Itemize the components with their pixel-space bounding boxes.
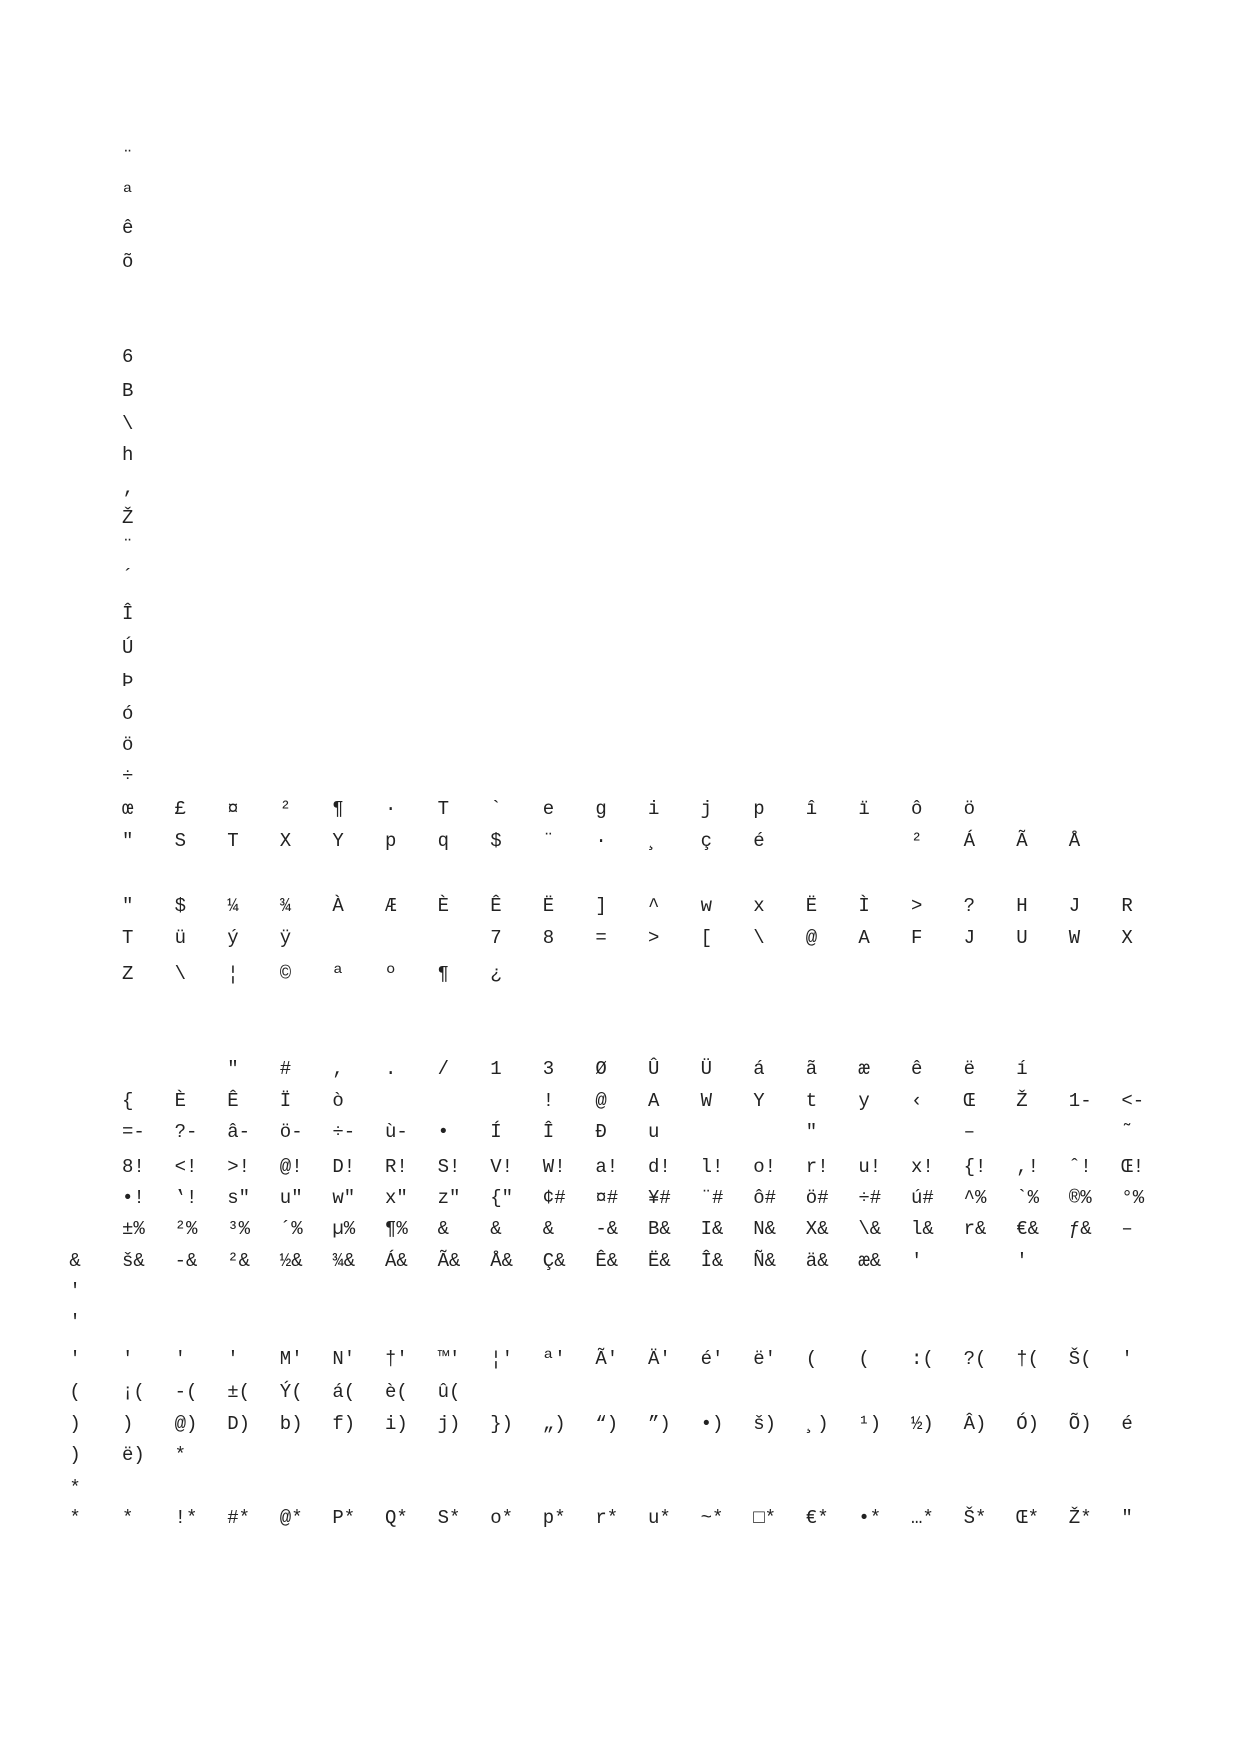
glyph-cell: È [174,1090,186,1112]
glyph-cell: Y [753,1090,765,1112]
glyph-cell: Œ* [1016,1507,1039,1529]
glyph-cell: ü [174,927,186,949]
glyph-cell: ¿ [490,963,502,985]
glyph-cell: {! [963,1156,987,1178]
glyph-cell: ¤ [227,798,239,820]
glyph-cell: Ê& [595,1250,619,1272]
glyph-cell: µ% [332,1218,356,1240]
glyph-cell: Î [542,1121,555,1143]
glyph-cell: é' [700,1348,724,1370]
glyph-cell: ÿ [279,927,292,949]
glyph-cell: Õ) [1068,1413,1092,1435]
glyph-cell: ³% [227,1218,250,1240]
glyph-cell: ã [805,1058,818,1080]
glyph-cell: š& [122,1250,145,1272]
glyph-cell: {" [490,1187,513,1209]
glyph-cell: / [437,1058,449,1080]
glyph-cell: =- [122,1121,145,1143]
glyph-cell: 6 [122,346,134,368]
glyph-cell: ″ [1121,1507,1133,1529]
glyph-cell: x [753,895,765,917]
glyph-cell: ¥# [648,1187,671,1209]
glyph-cell: Ž* [1068,1507,1092,1529]
glyph-cell: ¶ [332,798,344,820]
glyph-cell: Z [122,963,134,985]
glyph-cell: •) [700,1413,724,1435]
glyph-cell: î [805,798,818,820]
glyph-cell: Ž [122,507,134,529]
glyph-cell: ¾& [332,1250,356,1272]
glyph-cell: ² [279,798,292,820]
glyph-cell: ( [858,1348,870,1370]
glyph-cell: Ä' [648,1348,671,1370]
glyph-cell: õ [122,251,134,273]
glyph-cell: I& [700,1218,724,1240]
glyph-cell: H [1016,895,1028,917]
glyph-cell: ] [595,895,607,917]
glyph-cell: Ë [805,895,818,917]
glyph-cell: & [437,1218,449,1240]
glyph-cell: * [69,1507,81,1529]
glyph-cell: , [332,1058,344,1080]
glyph-cell: ²% [174,1218,198,1240]
glyph-cell: [ [700,927,712,949]
glyph-cell: p* [542,1507,566,1529]
glyph-cell: Þ [122,670,134,692]
glyph-cell: á [753,1058,765,1080]
glyph-cell: â- [227,1121,250,1143]
glyph-cell: M' [279,1348,303,1370]
glyph-cell: Á& [385,1250,408,1272]
glyph-cell: ö- [279,1121,303,1143]
glyph-cell: ' [69,1280,81,1302]
glyph-cell: X [279,830,292,852]
glyph-cell: ç [700,830,712,852]
glyph-cell: †( [1016,1348,1039,1370]
glyph-cell: F [911,927,923,949]
glyph-cell: ¨ [122,536,134,558]
glyph-cell: ¡( [122,1381,145,1403]
glyph-cell: A [648,1090,660,1112]
glyph-cell: …* [911,1507,934,1529]
glyph-cell: “) [595,1413,619,1435]
glyph-cell: ±( [227,1381,250,1403]
glyph-cell: 8 [542,927,555,949]
glyph-cell: · [595,830,607,852]
glyph-cell: © [279,963,292,985]
glyph-cell: 1 [490,1058,502,1080]
glyph-cell: <! [174,1156,198,1178]
glyph-cell: S [174,830,186,852]
glyph-cell: 3 [542,1058,555,1080]
glyph-cell: æ [858,1058,870,1080]
glyph-cell: J [1068,895,1081,917]
glyph-cell: # [279,1058,292,1080]
glyph-cell: Í [490,1121,502,1143]
glyph-cell: $ [490,830,502,852]
glyph-cell: Ë& [648,1250,671,1272]
glyph-cell: €& [1016,1218,1039,1240]
glyph-cell: ½) [911,1413,934,1435]
glyph-cell: T [227,830,239,852]
glyph-cell: = [595,927,607,949]
glyph-cell: 1- [1068,1090,1092,1112]
glyph-cell: t [805,1090,818,1112]
glyph-cell: – [963,1121,975,1143]
glyph-cell: Ü [700,1058,712,1080]
glyph-cell: ª' [542,1348,566,1370]
glyph-cell: ¶ [437,963,449,985]
glyph-cell: \ [753,927,765,949]
glyph-cell: ù- [385,1121,408,1143]
glyph-cell: · [385,798,397,820]
glyph-cell: £ [174,798,186,820]
glyph-cell: & [542,1218,555,1240]
glyph-cell: " [227,1058,239,1080]
glyph-cell: • [437,1121,449,1143]
glyph-cell: @) [174,1413,198,1435]
glyph-cell: Ã& [437,1250,461,1272]
glyph-cell: -( [174,1381,198,1403]
glyph-cell: l& [911,1218,934,1240]
glyph-cell: * [122,1507,134,1529]
glyph-cell: P* [332,1507,356,1529]
glyph-cell: Ë [542,895,555,917]
glyph-cell: X [1121,927,1133,949]
glyph-cell: W [1068,927,1081,949]
glyph-cell: ê [911,1058,923,1080]
glyph-cell: Â) [963,1413,987,1435]
glyph-cell: ¶% [385,1218,408,1240]
glyph-cell: ,! [1016,1156,1039,1178]
glyph-cell: Y [332,830,344,852]
glyph-cell: ' [69,1348,81,1370]
glyph-cell: U [1016,927,1028,949]
glyph-cell: s" [227,1187,250,1209]
glyph-cell: z" [437,1187,461,1209]
glyph-cell: ¢# [542,1187,566,1209]
glyph-cell: a! [595,1156,619,1178]
glyph-cell: d! [648,1156,671,1178]
glyph-cell: ( [69,1381,81,1403]
glyph-cell: h [122,444,134,466]
glyph-cell: * [174,1444,186,1466]
glyph-cell: <- [1121,1090,1145,1112]
glyph-cell: Ê [490,895,502,917]
glyph-cell: ê [122,217,134,239]
glyph-cell: r& [963,1218,987,1240]
glyph-cell: $ [174,895,186,917]
glyph-cell: \ [174,963,186,985]
glyph-cell: @! [279,1156,303,1178]
glyph-cell: D! [332,1156,356,1178]
glyph-cell: @ [805,927,818,949]
glyph-cell: Š( [1068,1348,1092,1370]
glyph-cell: Ï [279,1090,292,1112]
glyph-cell: T [437,798,449,820]
glyph-cell: ú# [911,1187,934,1209]
glyph-cell: é [1121,1413,1133,1435]
glyph-cell: Ž [1016,1090,1028,1112]
glyph-cell: :( [911,1348,934,1370]
glyph-cell: ô# [753,1187,776,1209]
glyph-cell: W! [542,1156,566,1178]
glyph-cell: º [385,963,397,985]
glyph-cell: ´ [122,566,134,588]
glyph-cell: j) [437,1413,461,1435]
glyph-cell: N' [332,1348,356,1370]
glyph-cell: " [122,830,134,852]
glyph-cell: f) [332,1413,356,1435]
glyph-cell: ′ [1121,1348,1133,1370]
glyph-cell: Ã' [595,1348,619,1370]
glyph-cell: l! [700,1156,724,1178]
glyph-cell: ' [69,1311,81,1333]
glyph-cell: R [1121,895,1133,917]
glyph-cell: ½& [279,1250,303,1272]
glyph-cell: 7 [490,927,502,949]
glyph-cell: i [648,798,660,820]
glyph-cell: û( [437,1381,461,1403]
glyph-cell: V! [490,1156,513,1178]
glyph-cell: š) [753,1413,776,1435]
glyph-cell: p [385,830,397,852]
glyph-cell: Ì [858,895,870,917]
glyph-cell: Š* [963,1507,987,1529]
glyph-cell: €* [805,1507,829,1529]
glyph-cell: ë) [122,1444,145,1466]
glyph-cell: ! [542,1090,555,1112]
glyph-cell: X& [805,1218,829,1240]
glyph-cell: ″ [805,1121,818,1143]
glyph-cell: Ê [227,1090,239,1112]
glyph-cell: i) [385,1413,408,1435]
glyph-cell: ^ [648,895,660,917]
glyph-cell: " [122,895,134,917]
glyph-cell: Ð [595,1121,607,1143]
glyph-cell: u [648,1121,660,1143]
glyph-cell: ±% [122,1218,145,1240]
glyph-cell: #* [227,1507,250,1529]
glyph-cell: ö [963,798,975,820]
glyph-cell: ^% [963,1187,987,1209]
glyph-cell: ª [332,963,344,985]
glyph-cell: ²& [227,1250,250,1272]
glyph-cell: x" [385,1187,408,1209]
glyph-cell: & [490,1218,502,1240]
glyph-cell: Û [648,1058,660,1080]
glyph-cell: u* [648,1507,671,1529]
glyph-cell: ² [911,830,923,852]
glyph-cell: – [1121,1218,1133,1240]
glyph-cell: r* [595,1507,619,1529]
glyph-cell: >! [227,1156,250,1178]
glyph-cell: ò [332,1090,344,1112]
glyph-cell: ( [805,1348,818,1370]
glyph-cell: }) [490,1413,513,1435]
glyph-cell: ”) [648,1413,671,1435]
glyph-cell: Î& [700,1250,724,1272]
glyph-cell: ë' [753,1348,776,1370]
glyph-cell: Ú [122,637,134,659]
glyph-cell: e [542,798,555,820]
glyph-cell: Å [1068,830,1081,852]
glyph-cell: ~* [700,1507,724,1529]
glyph-cell: Á [963,830,975,852]
glyph-cell: ª [122,182,134,204]
glyph-cell: \ [122,413,134,435]
glyph-cell: ë [963,1058,975,1080]
glyph-cell: 8! [122,1156,145,1178]
glyph-cell: !* [174,1507,198,1529]
glyph-cell: ¦' [490,1348,513,1370]
glyph-cell: > [648,927,660,949]
glyph-cell: ' [174,1348,186,1370]
glyph-cell: ÷- [332,1121,356,1143]
glyph-cell: -& [595,1218,619,1240]
glyph-cell: á( [332,1381,356,1403]
glyph-cell: \& [858,1218,882,1240]
glyph-cell: ö [122,734,134,756]
glyph-cell: y [858,1090,870,1112]
glyph-cell: Ã [1016,830,1028,852]
glyph-cell: & [69,1250,81,1272]
glyph-cell: N& [753,1218,776,1240]
glyph-cell: ) [69,1413,81,1435]
glyph-cell: b) [279,1413,303,1435]
glyph-cell: ¤# [595,1187,619,1209]
glyph-cell: ?( [963,1348,987,1370]
glyph-cell: ‚ [122,477,134,499]
glyph-cell: ¸) [805,1413,829,1435]
glyph-cell: Ø [595,1058,607,1080]
glyph-cell: B& [648,1218,671,1240]
glyph-cell: ÷# [858,1187,882,1209]
glyph-cell: ý [227,927,239,949]
glyph-cell: g [595,798,607,820]
glyph-cell: q [437,830,449,852]
glyph-cell: ¼ [227,895,239,917]
glyph-cell: j [700,798,712,820]
glyph-cell: ` [490,798,502,820]
glyph-cell: u" [279,1187,303,1209]
glyph-cell: ÷ [122,765,134,787]
glyph-cell: ™' [437,1348,461,1370]
glyph-cell: w [700,895,712,917]
glyph-cell: Æ [385,895,397,917]
glyph-cell: ö# [805,1187,829,1209]
glyph-cell: D) [227,1413,250,1435]
glyph-cell: Î [122,603,134,625]
glyph-cell: ˆ! [1068,1156,1092,1178]
glyph-cell: ‹ [911,1090,923,1112]
glyph-cell: { [122,1090,134,1112]
glyph-cell: x! [911,1156,934,1178]
glyph-cell: ‛! [174,1187,198,1209]
glyph-cell: @ [595,1090,607,1112]
glyph-cell: r! [805,1156,829,1178]
glyph-cell: ®% [1068,1187,1092,1209]
glyph-cell: ¨ [122,147,134,169]
glyph-cell: ?- [174,1121,198,1143]
glyph-cell: @* [279,1507,303,1529]
glyph-cell: œ [122,798,134,820]
glyph-cell: o* [490,1507,513,1529]
glyph-cell: ´% [279,1218,303,1240]
glyph-cell: R! [385,1156,408,1178]
glyph-cell: u! [858,1156,882,1178]
glyph-cell: ' [911,1250,923,1272]
glyph-cell: Ñ& [753,1250,776,1272]
glyph-cell: ? [963,895,975,917]
glyph-cell: w" [332,1187,356,1209]
glyph-cell: È [437,895,449,917]
glyph-cell: p [753,798,765,820]
glyph-cell: •* [858,1507,882,1529]
glyph-cell: æ& [858,1250,882,1272]
glyph-cell: é [753,830,765,852]
glyph-cell: í [1016,1058,1028,1080]
glyph-cell: ¾ [279,895,292,917]
glyph-cell: ¨# [700,1187,724,1209]
glyph-cell: ƒ& [1068,1218,1092,1240]
glyph-cell: `% [1016,1187,1039,1209]
glyph-cell: o! [753,1156,776,1178]
glyph-cell: Œ! [1121,1156,1145,1178]
glyph-cell: ¸ [648,830,660,852]
glyph-cell: □* [753,1507,776,1529]
glyph-cell: . [385,1058,397,1080]
glyph-cell: Q* [385,1507,408,1529]
glyph-cell: •! [122,1187,145,1209]
glyph-cell: W [700,1090,712,1112]
glyph-cell: ' [227,1348,239,1370]
glyph-cell: ) [122,1413,134,1435]
glyph-cell: B [122,380,134,402]
glyph-cell: ó [122,703,134,725]
glyph-cell: ¹) [858,1413,882,1435]
glyph-cell: ˜ [1121,1121,1133,1143]
glyph-cell: ' [1016,1250,1028,1272]
glyph-cell: ä& [805,1250,829,1272]
glyph-cell: „) [542,1413,566,1435]
glyph-cell: J [963,927,975,949]
glyph-cell: Ó) [1016,1413,1039,1435]
glyph-cell: Œ [963,1090,975,1112]
glyph-cell: S! [437,1156,461,1178]
glyph-cell: †' [385,1348,408,1370]
glyph-cell: ' [122,1348,134,1370]
glyph-cell: ¦ [227,963,239,985]
glyph-cell: ï [858,798,870,820]
glyph-cell: > [911,895,923,917]
glyph-cell: À [332,895,344,917]
glyph-cell: -& [174,1250,198,1272]
glyph-cell: Ç& [542,1250,566,1272]
glyph-cell: °% [1121,1187,1145,1209]
glyph-cell: ) [69,1444,81,1466]
glyph-cell: A [858,927,870,949]
glyph-cell: Ý( [279,1381,303,1403]
glyph-cell: T [122,927,134,949]
glyph-cell: ¨ [542,830,555,852]
glyph-cell: Å& [490,1250,513,1272]
glyph-cell: è( [385,1381,408,1403]
glyph-cell: ô [911,798,923,820]
glyph-cell: S* [437,1507,461,1529]
glyph-cell: * [69,1477,81,1499]
